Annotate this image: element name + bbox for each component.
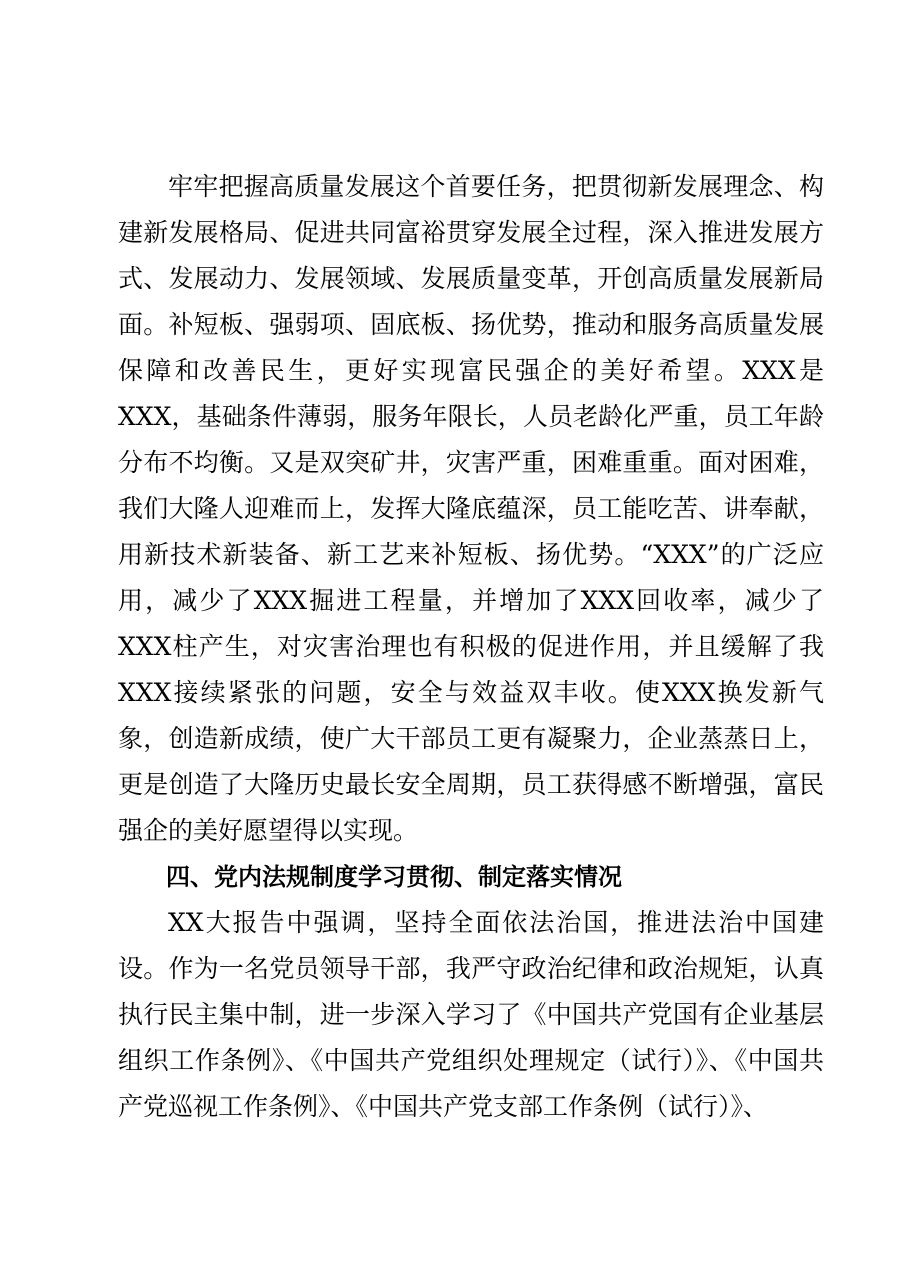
section-heading: 四、党内法规制度学习贯彻、制定落实情况 bbox=[166, 863, 622, 891]
body-paragraph: 牢牢把握高质量发展这个首要任务，把贯彻新发展理念、构建新发展格局、促进共同富裕贯穿发展全过程，深入推进发展方式、发展动力、发展领域、发展质量变革，开创高质量发展新局面。补短板、强弱项、固底板、扬优势，推动和服务高质量发展保障和改善民生，更好实现富民强企的美好希望。XXX是XXX，基础条件薄弱，服务年限长，人员老龄化严重，员工年龄分布不均衡。又是双突矿井，灾害严重，困难重重。面对困难，我们大隆人迎难而上，发挥大隆底蕴深，员工能吃苦、讲奉献，用新技术新装备、新工艺来补短板、扬优势。“XXX”的广泛应用，减少了XXX掘进工程量，并增加了XXX回收率，减少了XXX柱产生，对灾害治理也有积极的促进作用，并且缓解了我XXX接续紧张的问题，安全与效益双丰收。使XXX换发新气象，创造新成绩，使广大干部员工更有凝聚力，企业蒸蒸日上，更是创造了大隆历史最长安全周期，员工获得感不断增强，富民强企的美好愿望得以实现。 bbox=[118, 172, 824, 845]
body-paragraph: XX大报告中强调，坚持全面依法治国，推进法治中国建设。作为一名党员领导干部，我严守政治纪律和政治规矩，认真执行民主集中制，进一步深入学习了《中国共产党国有企业基层组织工作条例》、《中国共产党组织处理规定（试行）》、《中国共产党巡视工作条例》、《中国共产党支部工作条例（试行）》、 bbox=[118, 908, 824, 1121]
document-body bbox=[118, 164, 824, 1130]
